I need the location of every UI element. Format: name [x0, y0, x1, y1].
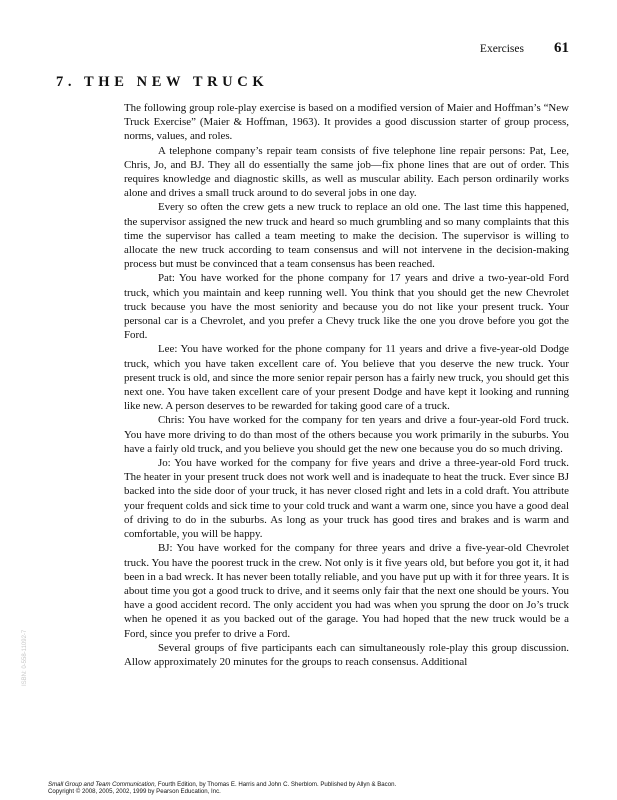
- paragraph-new-truck: Every so often the crew gets a new truck to replace an old one. The last time this happened, the supervisor assigned the new truck and heard so much grumbling and so many complaints that this time the supervisor has called a team meeting to make the decision. The supervisor is willing to allocate the new truck according to team consensus and will not intervene in the decision-making process but must be convinced that a team consensus has been reached.: [124, 201, 569, 271]
- isbn-margin-note: ISBN: 0-558-11092-7: [22, 629, 28, 686]
- footer-book-title: Small Group and Team Communication,: [48, 781, 157, 788]
- paragraph-intro: The following group role-play exercise is based on a modified version of Maier and Hoffman’s “New Truck Exercise” (Maier & Hoffman, 1963). It provides a good discussion starter of group process, norms, values, and roles.: [124, 102, 569, 143]
- exercise-heading: 7. THE NEW TRUCK: [56, 74, 269, 90]
- paragraph-team: A telephone company’s repair team consists of five telephone line repair persons: Pat, Lee, Chris, Jo, and BJ. They all do essentially the same job—fix phone lines that are out of order. This requires knowledge and diagnostic skills, as well as muscular ability. Each person ordinarily works alone and drives a small truck around to do several jobs in one day.: [124, 144, 569, 200]
- footer-copyright: Copyright © 2008, 2005, 2002, 1999 by Pearson Education, Inc.: [48, 788, 221, 796]
- running-header: [480, 40, 569, 57]
- section-name: Exercises: [479, 43, 524, 55]
- paragraph-role-jo: Jo: You have worked for the company for five years and drive a three-year-old Ford truck. The heater in your present truck does not work well and is inadequate to heat the truck. Ever since BJ backed into the side door of your truck, it has never closed right and lets in a cold draft. You attribute your frequent colds and sick time to your cold truck and want a warm one, since you have a good deal of driving to do in the suburbs. As long as your truck has good tires and brakes and is warm and comfortable, you will be happy.: [124, 457, 569, 541]
- paragraph-role-chris: Chris: You have worked for the company for ten years and drive a four-year-old Ford truck. You have more driving to do than most of the others because you work primarily in the suburbs. You have a fairly old truck, and you believe you should get the new one because you do so much driving.: [124, 414, 569, 455]
- footer-citation: [48, 781, 396, 788]
- page-footer: [48, 781, 396, 796]
- paragraph-instructions: Several groups of five participants each can simultaneously role-play this group discussion. Allow approximately 20 minutes for the groups to reach consensus. Additional: [124, 641, 569, 668]
- paragraph-role-pat: Pat: You have worked for the phone company for 17 years and drive a two-year-old Ford truck, which you maintain and keep running well. You think that you should get the new Chevrolet truck because you have the most seniority and because you do not like your present truck. Your personal car is a Chevrolet, and you prefer a Chevy truck like the one you drove before you got the Ford.: [124, 272, 569, 342]
- paragraph-role-lee: Lee: You have worked for the phone company for 11 years and drive a five-year-old Dodge truck, which you have taken excellent care of. You believe that you deserve the new truck. Your present truck is old, and since the more senior repair person has a fairly new truck, you should get this next one. You have taken excellent care of your present Dodge and have kept it looking and running like new. A person deserves to be rewarded for taking good care of a truck.: [124, 343, 569, 413]
- footer-book-details: Fourth Edition, by Thomas E. Harris and John C. Sherblom. Published by Allyn & Bacon.: [156, 781, 397, 788]
- body-text: [124, 101, 569, 669]
- page-number: 61: [554, 40, 569, 56]
- paragraph-role-bj: BJ: You have worked for the company for three years and drive a five-year-old Chevrolet truck. You have the poorest truck in the crew. Not only is it five years old, but before you got it, it had been in a bad wreck. It has never been totally reliable, and you have put up with it for three years. It is about time you got a good truck to drive, and it seems only fair that the next one should be yours. You have a good accident record. The only accident you had was when you sprung the door on Jo’s truck when he opened it as you backed out of the garage. You had hoped that the new truck would be a Ford, since you prefer to drive a Ford.: [124, 542, 569, 640]
